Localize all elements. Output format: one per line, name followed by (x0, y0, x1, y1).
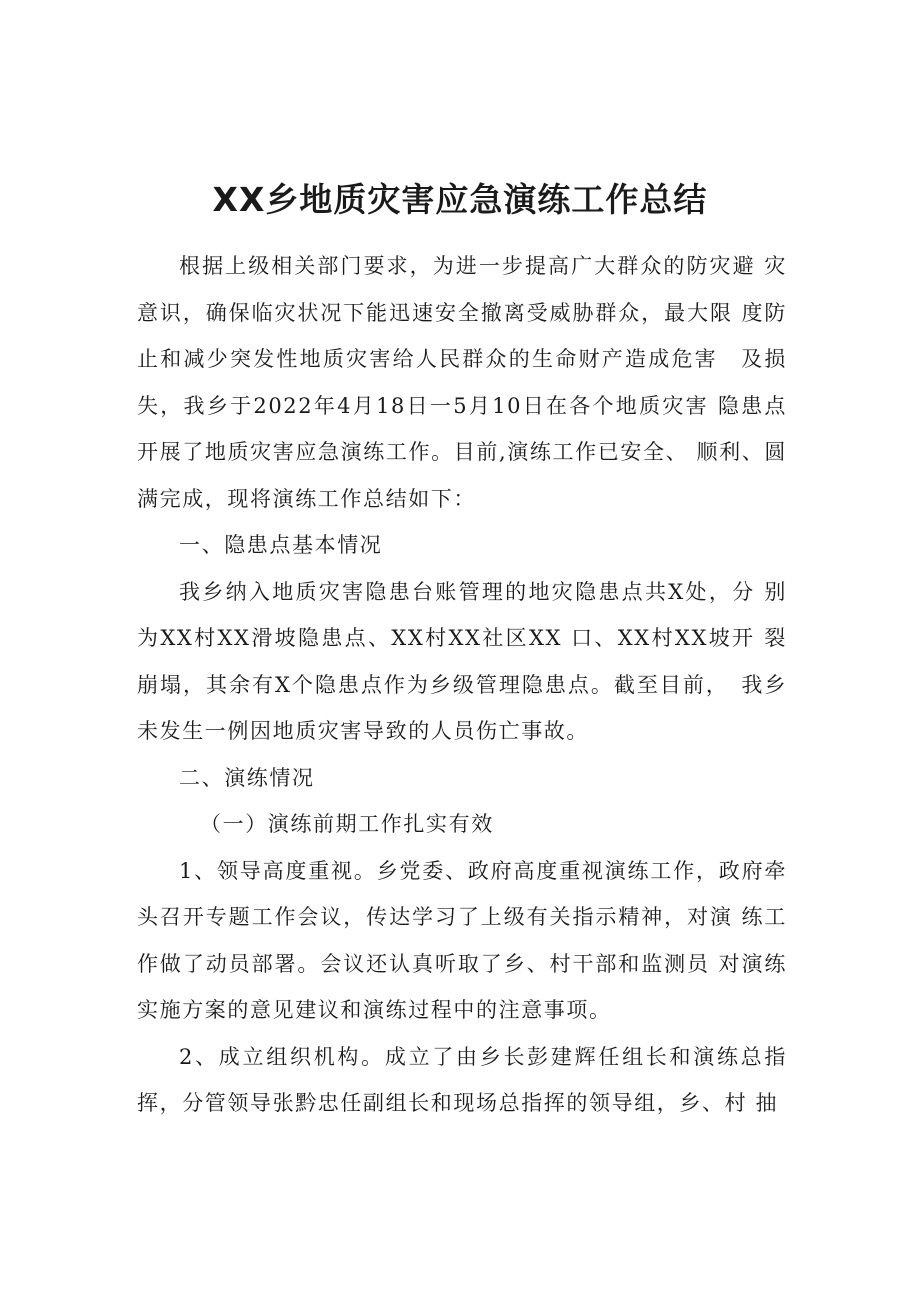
subsection-1-heading: （一）演练前期工作扎实有效 (200, 812, 494, 836)
section-1-paragraph: 我乡纳入地质灾害隐患台账管理的地灾隐患点共X处，分 别为XX村XX滑坡隐患点、XX村XX社区XX 口、XX村XX坡开 裂崩塌，其余有X个隐患点作为乡级管理隐患点。截至目前， 我乡未发生一例因地质灾害导致的人员伤亡事故。 (137, 579, 787, 743)
item-1-paragraph: 1、领导高度重视。乡党委、政府高度重视演练工作，政府牵头召开专题工作会议，传达学习了上级有关指示精神，对演 练工作做了动员部署。会议还认真听取了乡、村干部和监测员 对演练实施方案的意见建议和演练过程中的注意事项。 (137, 858, 787, 1022)
document-body (137, 243, 787, 1127)
intro-paragraph: 根据上级相关部门要求，为进一步提高广大群众的防灾避 灾意识，确保临灾状况下能迅速安全撤离受威胁群众，最大限 度防止和减少突发性地质灾害给人民群众的生命财产造成危害 及损失，我乡于2022年4月18日一5月10日在各个地质灾害 隐患点开展了地质灾害应急演练工作。目前,演练工作已安全、 顺利、圆满完成，现将演练工作总结如下： (137, 254, 787, 511)
section-2-heading: 二、演练情况 (179, 765, 315, 790)
section-1-heading: 一、隐患点基本情况 (179, 533, 383, 557)
item-2-paragraph: 2、成立组织机构。成立了由乡长彭建辉任组长和演练总指挥，分管领导张黔忠任副组长和现场总指挥的领导组，乡、村 抽 (137, 1044, 787, 1115)
document-title: XX乡地质灾害应急演练工作总结 (212, 180, 708, 219)
